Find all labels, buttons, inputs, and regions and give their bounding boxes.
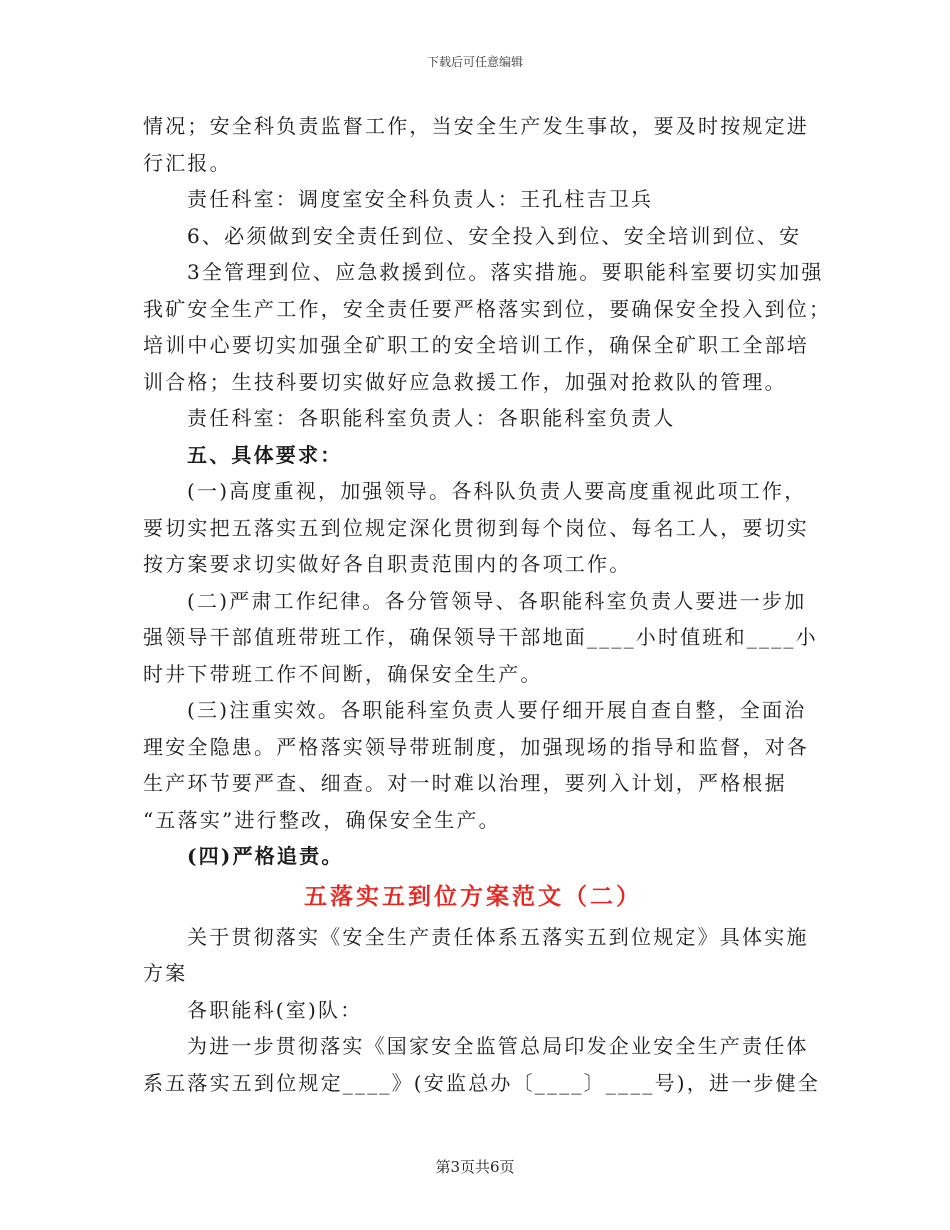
text-block-1: [143, 108, 832, 875]
text-line: 6、必须做到安全责任到位、安全投入到位、安全培训到位、安: [187, 223, 802, 248]
text-line: (三)注重实效。各职能科室负责人要仔细开展自查自整，全面治: [187, 698, 807, 722]
text-line: 要切实把五落实五到位规定深化贯彻到每个岗位、每名工人，要切实: [143, 515, 809, 540]
text-line: (二)严肃工作纪律。各分管领导、各职能科室负责人要进一步加: [187, 588, 807, 613]
text-line: 为进一步贯彻落实《国家安全监管总局印发企业安全生产责任体: [187, 1034, 809, 1058]
text-line: 3全管理到位、应急救援到位。落实措施。要职能科室要切实加强: [187, 260, 824, 284]
text-line: 行汇报。: [143, 150, 232, 175]
page-footer: 第3页共6页: [435, 1158, 515, 1176]
text-line: 五、具体要求：: [187, 442, 343, 467]
text-line: 按方案要求切实做好各自职责范围内的各项工作。: [143, 552, 632, 576]
text-line: 强领导干部值班带班工作，确保领导干部地面____小时值班和____小: [143, 625, 818, 649]
text-line: (一)高度重视，加强领导。各科队负责人要高度重视此项工作，: [187, 479, 807, 503]
text-line: (四)严格追责。: [187, 844, 344, 868]
document-body: [143, 108, 832, 1101]
text-line: 训合格；生技科要切实做好应急救援工作，加强对抢救队的管理。: [143, 369, 787, 394]
text-line: 责任科室：各职能科室负责人：各职能科室负责人: [187, 406, 676, 430]
page-header: 下载后可任意编辑: [426, 55, 523, 69]
text-line: 理安全隐患。严格落实领导带班制度，加强现场的指导和监督，对各: [143, 734, 809, 759]
text-line: 情况；安全科负责监督工作，当安全生产发生事故，要及时按规定进: [143, 114, 809, 138]
text-line: 系五落实五到位规定____》(安监总办〔____〕____号)，进一步健全: [143, 1070, 821, 1095]
text-line: 关于贯彻落实《安全生产责任体系五落实五到位规定》具体实施: [187, 924, 809, 949]
text-line: 培训中心要切实加强全矿职工的安全培训工作，确保全矿职工全部培: [143, 333, 809, 357]
text-line: 方案: [143, 961, 188, 985]
text-line: 我矿安全生产工作，安全责任要严格落实到位，要确保安全投入到位；: [143, 296, 832, 321]
text-line: 责任科室：调度室安全科负责人：王孔柱吉卫兵: [187, 187, 654, 211]
text-line: 时井下带班工作不间断，确保安全生产。: [143, 661, 543, 686]
text-block-2: [143, 919, 821, 1102]
text-line: 各职能科(室)队：: [187, 997, 363, 1022]
text-line: 生产环节要严查、细查。对一时难以治理，要列入计划，严格根据: [143, 771, 787, 795]
section-title: 五落实五到位方案范文（二）: [304, 882, 642, 910]
text-line: “五落实”进行整改，确保安全生产。: [143, 807, 501, 832]
